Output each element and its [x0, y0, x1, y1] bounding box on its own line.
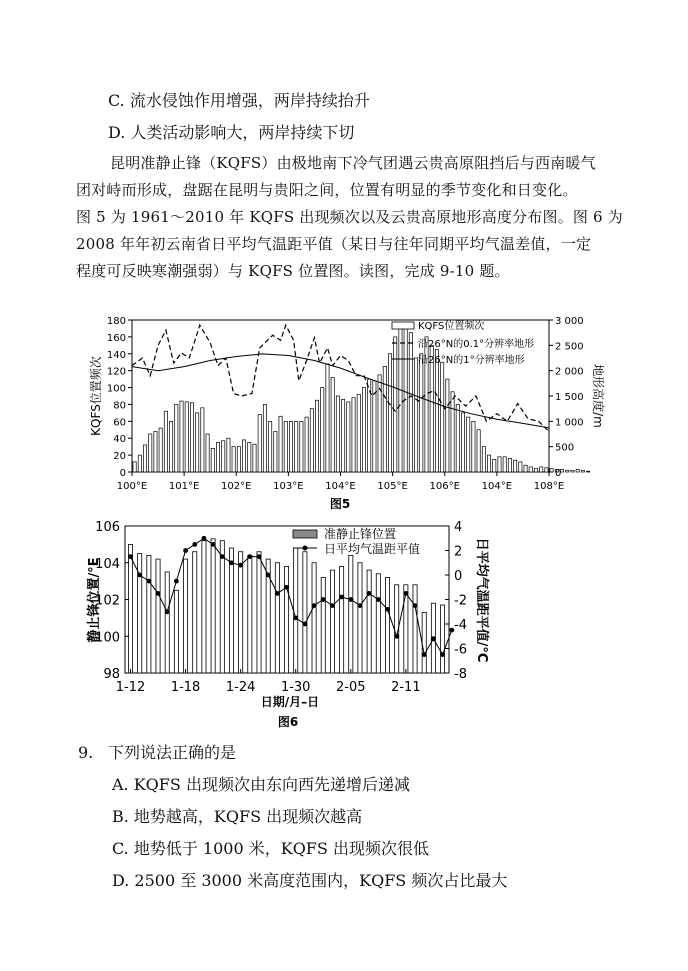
y-tick-label-left: 0 [119, 468, 126, 479]
frequency-bar [336, 396, 339, 472]
y-tick-label-left: 80 [113, 400, 126, 412]
frequency-bar [222, 441, 225, 472]
legend-bar-swatch [293, 530, 317, 538]
front-position-bar [422, 612, 426, 673]
temperature-anomaly-point [321, 597, 326, 602]
passage-line: 昆明准静止锋（KQFS）由极地南下冷气团遇云贵高原阻挡后与西南暖气 [110, 154, 596, 172]
front-position-bar [275, 563, 279, 673]
temperature-anomaly-point [404, 591, 409, 596]
front-position-bar [165, 572, 169, 673]
x-tick-label: 103°E [273, 481, 304, 492]
front-position-bar [340, 566, 344, 673]
y-tick-label-left: 120 [106, 366, 126, 378]
temperature-anomaly-point [137, 573, 142, 578]
x-tick-label: 1-30 [280, 680, 311, 695]
frequency-bar [388, 354, 391, 472]
temperature-anomaly-point [220, 554, 225, 559]
front-position-bar [303, 552, 307, 673]
frequency-bar [467, 417, 470, 472]
frequency-bar [279, 416, 282, 472]
legend-marker [303, 546, 308, 551]
front-position-bar [294, 548, 298, 673]
frequency-bar [242, 440, 245, 472]
frequency-bar [529, 467, 532, 472]
option-d-prev: D. 人类活动影响大，两岸持续下切 [108, 123, 355, 142]
frequency-bar [310, 409, 313, 472]
x-tick-label: 2-11 [391, 680, 421, 695]
frequency-bar [331, 377, 334, 472]
frequency-bar [347, 402, 350, 472]
question-number: 9. [78, 743, 94, 762]
frequency-bar [138, 455, 141, 472]
x-tick-label: 106°E [429, 481, 460, 492]
front-position-bar [211, 539, 215, 673]
y-tick-label-left: 102 [95, 593, 120, 609]
frequency-bar [441, 362, 444, 472]
y-tick-label-right: 4 [454, 520, 463, 535]
frequency-bar [175, 404, 178, 472]
y-axis-label-right: 日平均气温距平值/°C [474, 537, 489, 663]
legend [293, 526, 420, 556]
front-position-bar [193, 552, 197, 673]
frequency-bar [211, 448, 214, 472]
y-tick-label-left: 140 [106, 349, 126, 361]
frequency-bar [472, 421, 475, 472]
legend-bar-swatch [392, 322, 414, 329]
frequency-bar [399, 327, 402, 472]
temperature-anomaly-point [394, 634, 399, 639]
front-position-bar [257, 552, 261, 673]
y-tick-label-right: 2 500 [555, 341, 584, 353]
frequency-bar [284, 421, 287, 472]
frequency-bar [169, 421, 172, 472]
frequency-bar [206, 434, 209, 472]
y-tick-label-right: 1 500 [555, 392, 584, 403]
frequency-bar [289, 421, 292, 472]
x-tick-label: 105°E [377, 481, 408, 492]
x-tick-label: 101°E [168, 481, 200, 492]
frequency-bar [274, 431, 277, 472]
temperature-anomaly-point [183, 548, 188, 553]
front-position-bar [367, 570, 371, 673]
frequency-bar [269, 421, 272, 472]
frequency-bar [149, 434, 152, 472]
frequency-bar [446, 379, 449, 472]
front-position-bar [330, 570, 334, 673]
y-tick-label-right: 0 [555, 468, 562, 479]
temperature-anomaly-point [312, 603, 317, 608]
frequency-bar [190, 403, 193, 472]
temperature-anomaly-point [156, 591, 161, 596]
frequency-bar [143, 445, 146, 472]
frequency-bar [227, 438, 230, 472]
frequency-bar [263, 404, 266, 472]
frequency-bar [586, 471, 589, 472]
y-tick-label-right: -2 [454, 593, 467, 609]
figure-6-caption: 图6 [277, 715, 299, 729]
passage-line: 团对峙而形成，盘踞在昆明与贵阳之间，位置有明显的季节变化和日变化。 [76, 181, 578, 199]
frequency-bar [383, 366, 386, 472]
y-tick-label-left: 100 [106, 383, 126, 395]
y-axis-label-left: KQFS位置频次 [89, 356, 103, 436]
y-axis-label-right: 地形高度/m [591, 364, 605, 428]
legend-label: 沿26°N的1°分辨率地形 [418, 355, 525, 366]
y-tick-label-right: 3 000 [555, 316, 584, 327]
temperature-anomaly-point [202, 536, 207, 541]
option-a: A. KQFS 出现频次由东向西先递增后递减 [112, 775, 410, 794]
passage-line: 2008 年年初云南省日平均气温距平值（某日与往年同期平均气温差值，一定 [76, 235, 592, 253]
y-axis-label-left: 静止锋位置/°E [87, 557, 102, 643]
y-tick-label-left: 40 [113, 434, 126, 446]
y-tick-label-left: 60 [113, 417, 126, 429]
temperature-anomaly-point [192, 542, 197, 547]
y-tick-label-right: 2 [454, 544, 463, 560]
temperature-anomaly-point [330, 603, 335, 608]
frequency-bar [409, 333, 412, 472]
y-tick-label-right: 500 [555, 442, 575, 454]
y-tick-label-left: 100 [95, 630, 120, 646]
frequency-bar [341, 399, 344, 472]
temperature-anomaly-point [376, 597, 381, 602]
frequency-bar [414, 358, 417, 472]
x-tick-label: 1-12 [115, 680, 146, 695]
frequency-bar [545, 468, 548, 472]
y-tick-label-left: 106 [95, 520, 120, 535]
x-axis-label: 日期/月–日 [260, 695, 320, 709]
legend [392, 319, 534, 366]
frequency-bar [300, 421, 303, 472]
frequency-bar [253, 444, 256, 472]
x-tick-label: 108°E [533, 481, 565, 492]
question-stem: 下列说法正确的是 [108, 743, 237, 762]
front-position-bar [229, 548, 233, 673]
front-position-bar [147, 555, 151, 673]
temperature-anomaly-point [339, 595, 344, 600]
temperature-anomaly-point [293, 616, 298, 621]
y-tick-label-right: 1 000 [555, 417, 584, 429]
temperature-anomaly-point [247, 554, 252, 559]
front-position-bar [174, 590, 178, 673]
temperature-anomaly-point [284, 585, 289, 590]
front-position-bar [413, 585, 417, 673]
frequency-bar [456, 404, 459, 472]
front-position-bar [358, 563, 362, 673]
y-tick-label-right: 2 000 [555, 366, 584, 378]
x-tick-label: 100°E [116, 481, 148, 492]
y-tick-label-left: 180 [106, 316, 126, 327]
frequency-bar [196, 413, 199, 472]
x-tick-label: 104°E [481, 481, 513, 492]
frequency-bar [534, 469, 537, 472]
frequency-bar [571, 470, 574, 472]
x-tick-label: 102°E [221, 481, 252, 492]
legend-label: 准静止锋位置 [324, 527, 397, 541]
frequency-bar [352, 398, 355, 472]
frequency-bar [508, 458, 511, 472]
frequency-bar [514, 460, 517, 472]
front-position-bar [202, 541, 206, 673]
frequency-bar [248, 442, 251, 472]
frequency-bar [201, 408, 204, 472]
frequency-bar [362, 388, 365, 472]
x-tick-label: 1-24 [225, 680, 256, 695]
front-position-bar [156, 559, 160, 673]
frequency-bar [315, 400, 318, 472]
legend-label: 沿26°N的0.1°分辨率地形 [418, 339, 535, 350]
frequency-bar [420, 354, 423, 472]
passage [76, 150, 623, 285]
frequency-bar [461, 413, 464, 472]
figure-5-chart [0, 312, 688, 512]
passage-line: 图 5 为 1961～2010 年 KQFS 出现频次以及云贵高原地形高度分布图。图 6 为 [76, 208, 623, 226]
x-tick-label: 1-18 [170, 680, 201, 695]
frequency-bar [435, 350, 438, 472]
frequency-bar [258, 415, 261, 472]
option-c-prev: C. 流水侵蚀作用增强，两岸持续抬升 [108, 91, 370, 110]
temperature-anomaly-point [238, 563, 243, 568]
y-tick-label-right: -6 [454, 642, 467, 658]
front-position-bar [184, 559, 188, 673]
frequency-bar [566, 470, 569, 472]
frequency-bar [357, 394, 360, 472]
temperature-anomaly-point [128, 554, 133, 559]
y-tick-label-left: 104 [95, 556, 120, 572]
temperature-anomaly-point [275, 591, 280, 596]
frequency-bar [477, 430, 480, 472]
frequency-bar [451, 392, 454, 472]
temperature-anomaly-point [303, 622, 308, 627]
frequency-bar [394, 337, 397, 472]
frequency-bar [185, 402, 188, 472]
frequency-bar [305, 417, 308, 472]
temperature-anomaly-point [413, 603, 418, 608]
frequency-bar [232, 447, 235, 472]
frequency-bar [540, 467, 543, 472]
front-position-bar [239, 552, 243, 673]
frequency-bar [581, 470, 584, 472]
temperature-anomaly-point [358, 603, 363, 608]
figure-6-chart [0, 512, 688, 732]
option-c: C. 地势低于 1000 米，KQFS 出现频次很低 [112, 839, 429, 858]
frequency-bar [216, 442, 219, 472]
temperature-anomaly-point [385, 607, 390, 612]
temperature-anomaly-point [211, 542, 216, 547]
frequency-bar [519, 462, 522, 472]
frequency-bar [180, 401, 183, 472]
front-position-bar [128, 544, 132, 673]
frequency-bar [133, 462, 136, 472]
front-position-bar [441, 605, 445, 673]
temperature-anomaly-point [257, 554, 262, 559]
front-position-bar [321, 577, 325, 673]
frequency-bar [295, 421, 298, 472]
temperature-anomaly-point [229, 560, 234, 565]
figure-5-caption: 图5 [329, 497, 351, 511]
option-d: D. 2500 至 3000 米高度范围内，KQFS 频次占比最大 [112, 871, 508, 890]
temperature-anomaly-point [174, 579, 179, 584]
x-tick-label: 2-05 [336, 680, 366, 695]
temperature-anomaly-point [147, 579, 152, 584]
frequency-bar [326, 364, 329, 472]
y-tick-label-right: -8 [454, 667, 467, 682]
y-tick-label-left: 98 [103, 667, 120, 682]
frequency-bar [154, 431, 157, 472]
front-position-bar [284, 566, 288, 673]
y-tick-label-right: -4 [454, 618, 467, 633]
frequency-bar [404, 324, 407, 472]
y-tick-label-left: 20 [113, 451, 126, 463]
front-position-bar [220, 541, 224, 673]
temperature-anomaly-point [266, 573, 271, 578]
frequency-bar [164, 411, 167, 472]
temperature-anomaly-point [431, 636, 436, 641]
legend-label: 日平均气温距平值 [324, 542, 421, 556]
front-position-bar [385, 577, 389, 673]
temperature-anomaly-point [367, 591, 372, 596]
frequency-bar [237, 447, 240, 472]
frequency-bar [498, 457, 501, 472]
y-tick-label-left: 160 [106, 332, 126, 344]
frequency-bar [550, 469, 553, 472]
frequency-bar [482, 447, 485, 472]
legend-label: KQFS位置频次 [418, 321, 485, 332]
front-position-bar [376, 574, 380, 673]
passage-line: 程度可反映寒潮强弱）与 KQFS 位置图。读图，完成 9-10 题。 [76, 262, 510, 280]
frequency-bar [576, 469, 579, 472]
temperature-anomaly-point [422, 652, 427, 657]
frequency-bar [159, 428, 162, 472]
frequency-bar [321, 388, 324, 472]
option-b: B. 地势越高，KQFS 出现频次越高 [112, 807, 363, 826]
front-position-bar [248, 555, 252, 673]
front-position-bar [349, 555, 353, 673]
temperature-anomaly-point [348, 597, 353, 602]
frequency-bar [487, 455, 490, 472]
frequency-bar [524, 465, 527, 472]
y-tick-label-right: 0 [454, 569, 463, 584]
temperature-anomaly-point [165, 609, 170, 614]
frequency-bar [493, 459, 496, 472]
x-tick-label: 104°E [325, 481, 356, 492]
front-position-bar [312, 563, 316, 673]
temperature-anomaly-point [440, 652, 445, 657]
frequency-bar [503, 457, 506, 472]
